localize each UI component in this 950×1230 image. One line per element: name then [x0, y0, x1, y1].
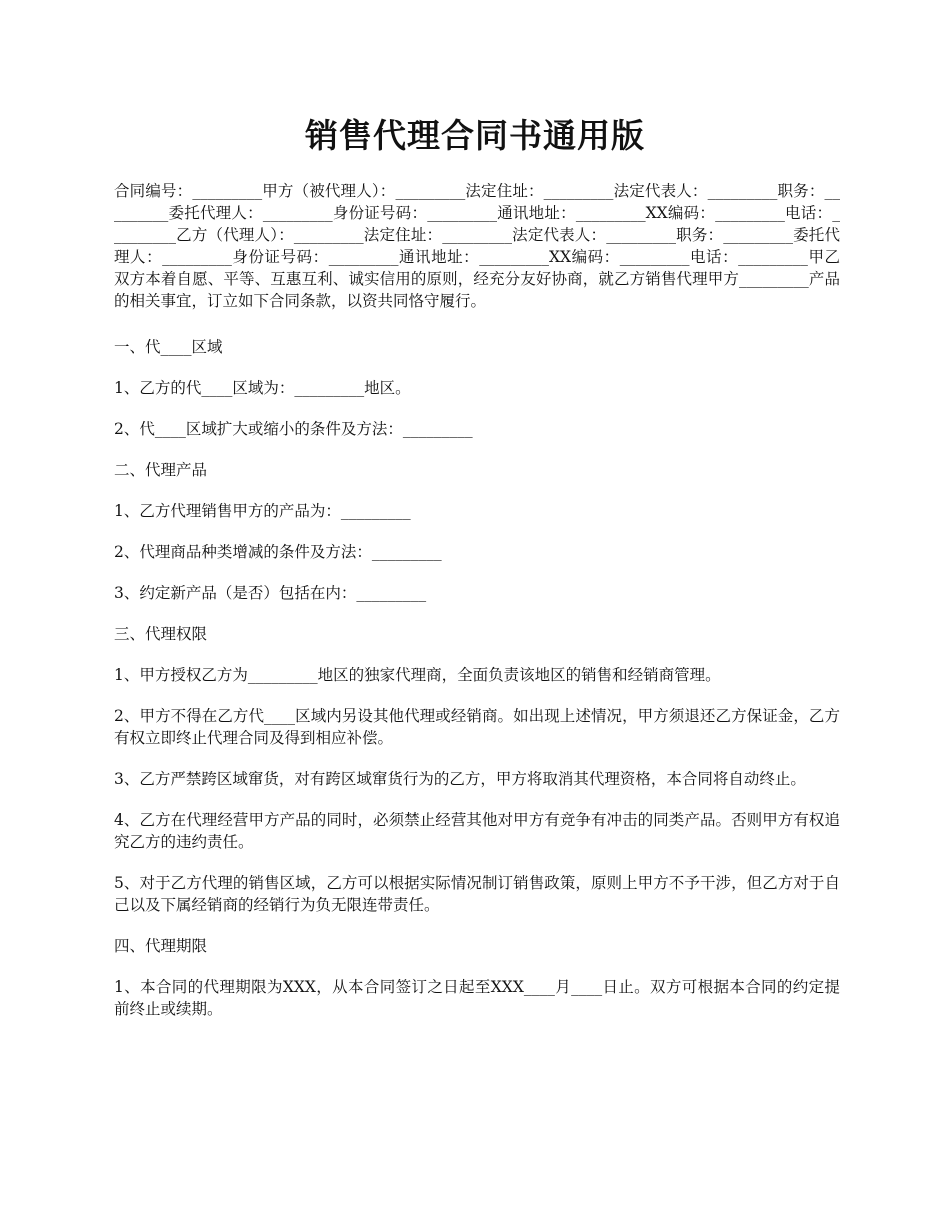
document-body: [114, 180, 840, 1039]
clause-paragraph: 2、代____区域扩大或缩小的条件及方法：_________: [114, 420, 473, 438]
clause-paragraph: 1、甲方授权乙方为_________地区的独家代理商，全面负责该地区的销售和经销商管理。: [114, 666, 721, 684]
section-heading-agency-authority: 三、代理权限: [114, 625, 208, 643]
page-title: 销售代理合同书通用版: [305, 116, 645, 155]
clause-paragraph: 3、乙方严禁跨区域窜货，对有跨区域窜货行为的乙方，甲方将取消其代理资格，本合同将自动终止。: [114, 770, 806, 788]
clause-paragraph: 5、对于乙方代理的销售区域，乙方可以根据实际情况制订销售政策，原则上甲方不予干涉，但乙方对于自己以及下属经销商的经销行为负无限连带责任。: [114, 874, 840, 914]
clause-paragraph: 2、代理商品种类增减的条件及方法：_________: [114, 543, 442, 561]
clause-paragraph: 1、本合同的代理期限为XXX，从本合同签订之日起至XXX____月____日止。双方可根据本合同的约定提前终止或续期。: [114, 978, 840, 1018]
contract-preamble-paragraph: 合同编号：_________甲方（被代理人）：_________法定住址：_________法定代表人：_________职务：_________委托代理人：_________身份证号码：_________通讯地址：_________XX编码：_________电话：_________乙方（代理人）：_________法定住址：_________法定代表人：_________职务：_________委托代理人：_________身份证号码：_________通讯地址：_________XX编码：_________电话：_________甲乙双方本着自愿、平等、互惠互利、诚实信用的原则，经充分友好协商，就乙方销售代理甲方_________产品的相关事宜，订立如下合同条款，以资共同恪守履行。: [114, 182, 840, 310]
section-heading-agency-products: 二、代理产品: [114, 461, 208, 479]
clause-paragraph: 3、约定新产品（是否）包括在内：_________: [114, 584, 427, 602]
section-heading-agency-term: 四、代理期限: [114, 937, 208, 955]
clause-paragraph: 2、甲方不得在乙方代____区域内另设其他代理或经销商。如出现上述情况，甲方须退还乙方保证金，乙方有权立即终止代理合同及得到相应补偿。: [114, 707, 840, 747]
clause-paragraph: 4、乙方在代理经营甲方产品的同时，必须禁止经营其他对甲方有竞争有冲击的同类产品。否则甲方有权追究乙方的违约责任。: [114, 811, 840, 851]
clause-paragraph: 1、乙方的代____区域为：_________地区。: [114, 379, 411, 397]
section-heading-agency-region: 一、代____区域: [114, 338, 223, 356]
clause-paragraph: 1、乙方代理销售甲方的产品为：_________: [114, 502, 411, 520]
